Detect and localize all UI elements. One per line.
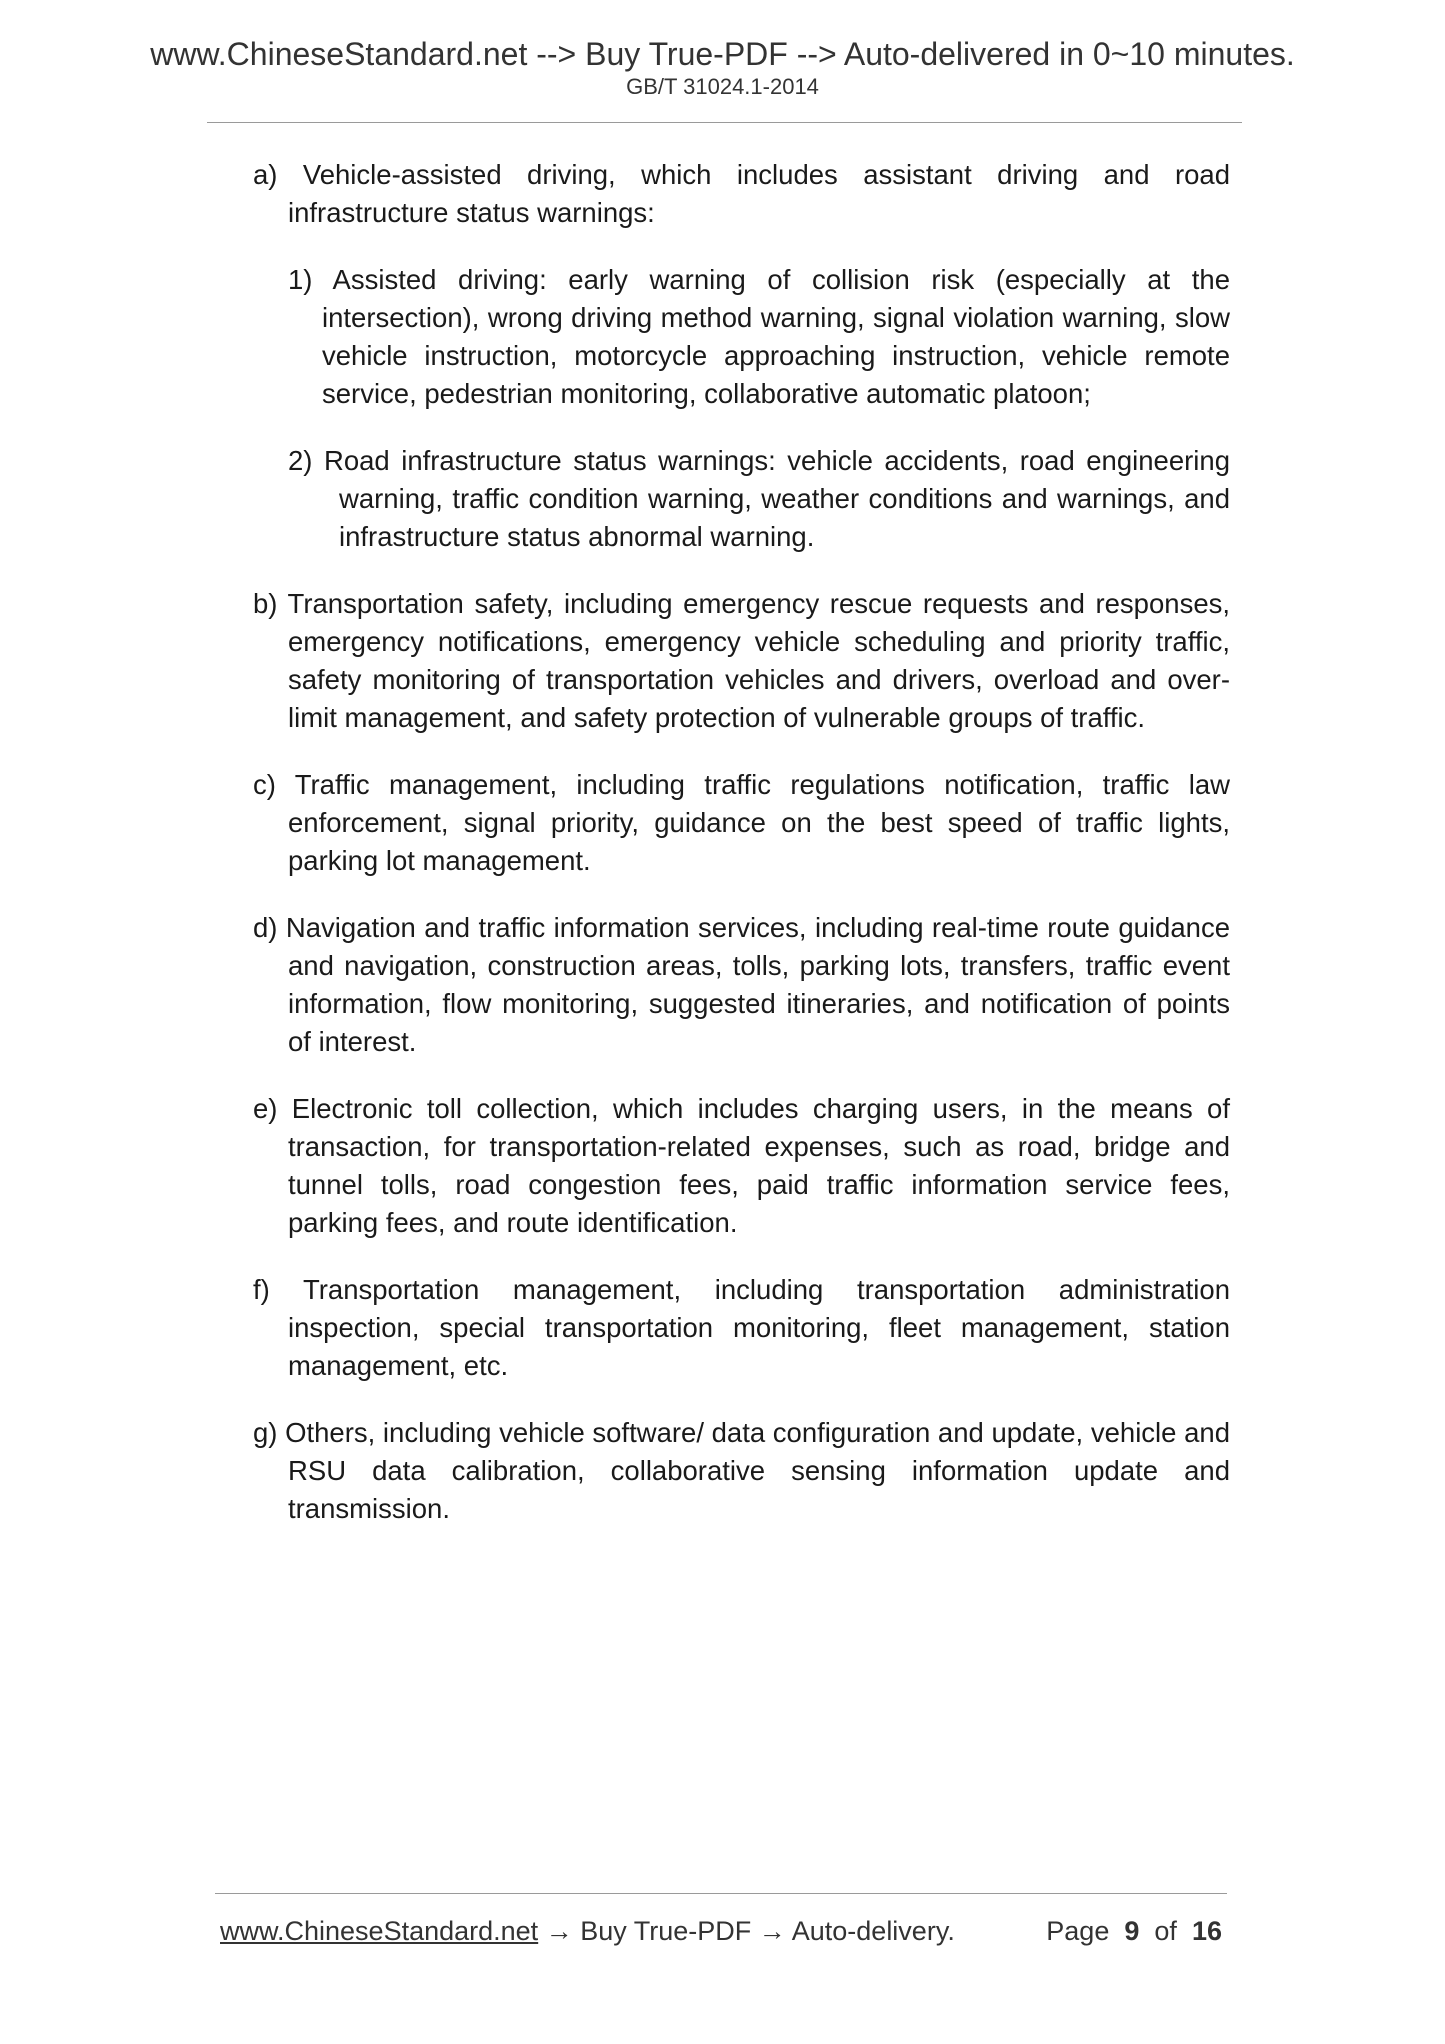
- list-item-a: a) Vehicle-assisted driving, which includes assistant driving and road infrastructure status warnings:: [253, 159, 1230, 228]
- page-label: Page: [1046, 1916, 1110, 1946]
- footer-divider: [215, 1893, 1227, 1894]
- list-item-a-2: 2) Road infrastructure status warnings: vehicle accidents, road engineering warning, traffic condition warning, weather conditions and warnings, and infrastructure status abnormal warning.: [288, 445, 1230, 552]
- document-code: GB/T 31024.1-2014: [626, 74, 819, 99]
- footer-left: [220, 1914, 955, 1948]
- top-banner: www.ChineseStandard.net --> Buy True-PDF --> Auto-delivered in 0~10 minutes.: [150, 36, 1295, 72]
- total-pages: 16: [1191, 1916, 1222, 1946]
- page-indicator: [1046, 1914, 1222, 1948]
- document-body: [253, 156, 1230, 1557]
- list-item-a-1: 1) Assisted driving: early warning of collision risk (especially at the intersection), wrong driving method warning, signal violation warning, slow vehicle instruction, motorcycle approaching instruction, vehicle remote service, pedestrian monitoring, collaborative automatic platoon;: [288, 264, 1230, 409]
- list-item-g: g) Others, including vehicle software/ data configuration and update, vehicle and RSU data calibration, collaborative sensing information update and transmission.: [253, 1417, 1230, 1524]
- footer-tagline: → Buy True-PDF → Auto-delivery.: [538, 1916, 955, 1946]
- list-item-e: e) Electronic toll collection, which includes charging users, in the means of transaction, for transportation-related expenses, such as road, bridge and tunnel tolls, road congestion fees, paid traffic information service fees, parking fees, and route identification.: [253, 1093, 1230, 1238]
- list-item-c: c) Traffic management, including traffic regulations notification, traffic law enforcement, signal priority, guidance on the best speed of traffic lights, parking lot management.: [253, 769, 1230, 876]
- list-item-d: d) Navigation and traffic information services, including real-time route guidance and navigation, construction areas, tolls, parking lots, transfers, traffic event information, flow monitoring, suggested itineraries, and notification of points of interest.: [253, 912, 1230, 1057]
- footer-site-link[interactable]: www.ChineseStandard.net: [220, 1916, 539, 1946]
- page-number: 9: [1124, 1916, 1140, 1946]
- list-item-f: f) Transportation management, including transportation administration inspection, special transportation monitoring, fleet management, station management, etc.: [253, 1274, 1230, 1381]
- header-divider: [207, 122, 1242, 123]
- list-item-b: b) Transportation safety, including emergency rescue requests and responses, emergency notifications, emergency vehicle scheduling and priority traffic, safety monitoring of transportation vehicles and drivers, overload and over-limit management, and safety protection of vulnerable groups of traffic.: [253, 588, 1230, 733]
- of-label: of: [1154, 1916, 1177, 1946]
